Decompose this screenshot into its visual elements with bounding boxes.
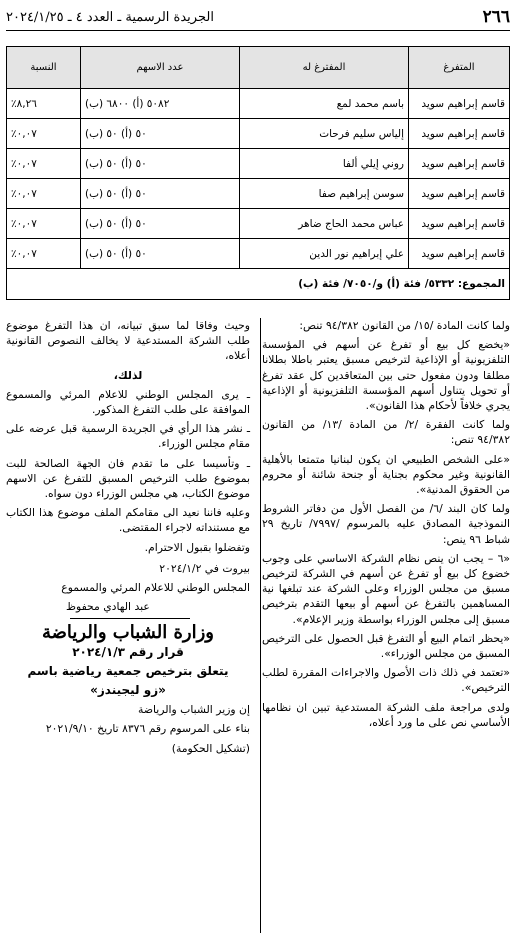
table-row xyxy=(7,209,510,239)
cell-percentage: ٠,٠٧٪ xyxy=(7,149,81,179)
cell-shares: ٥٠ (أ) ٥٠ (ب) xyxy=(81,239,240,269)
column-divider xyxy=(260,318,261,933)
club-name: «زو ليجيندز» xyxy=(90,683,166,698)
decision-subject: يتعلق بترخيص جمعية رياضية باسم xyxy=(27,663,229,678)
list-item: ـ يرى المجلس الوطني للاعلام المرئي والمسموع الموافقة على طلب التفرغ المذكور. xyxy=(6,387,250,417)
cell-transferor: قاسم إبراهيم سويد xyxy=(409,179,510,209)
left-column xyxy=(6,318,250,760)
cell-transferor: قاسم إبراهيم سويد xyxy=(409,119,510,149)
cell-percentage: ٠,٠٧٪ xyxy=(7,179,81,209)
cell-shares: ٥٠ (أ) ٥٠ (ب) xyxy=(81,149,240,179)
cell-shares: ٥٠٨٢ (أ) ٦٨٠٠ (ب) xyxy=(81,89,240,119)
paragraph: ولدى مراجعة ملف الشركة المستدعية تبين ان نظامها الأساسي نص على ما ورد أعلاه، xyxy=(262,700,510,729)
cell-transferor: قاسم إبراهيم سويد xyxy=(409,239,510,269)
therefore-heading: لذلك، xyxy=(113,368,143,382)
col-header-percentage: النسبة xyxy=(7,47,81,89)
table-header-row xyxy=(7,47,510,89)
paragraph: «على الشخص الطبيعي ان يكون لبنانيا متمتعا بالأهلية القانونية وغير محكوم بجناية أو جنحة شائنة أو محروم من الحقوق المدنية». xyxy=(262,452,510,497)
table-total-row xyxy=(7,269,510,300)
table-row xyxy=(7,239,510,269)
cell-shares: ٥٠ (أ) ٥٠ (ب) xyxy=(81,209,240,239)
signature-divider xyxy=(70,618,190,619)
page-number: ٢٦٦ xyxy=(482,7,510,27)
cell-transferor: قاسم إبراهيم سويد xyxy=(409,149,510,179)
cell-percentage: ٠,٠٧٪ xyxy=(7,239,81,269)
regards: وتفضلوا بقبول الاحترام. xyxy=(144,540,250,554)
page-header xyxy=(6,4,510,31)
paragraph: ولما كانت الفقرة /٢/ من المادة /١٣/ من القانون ٩٤/٣٨٢ تنص: xyxy=(262,418,510,447)
list-item: ـ نشر هذا الرأي في الجريدة الرسمية قبل عرضه على مقام مجلس الوزراء. xyxy=(6,422,250,451)
cell-transferee: سوسن إبراهيم صفا xyxy=(240,179,409,209)
paragraph: وحيث وفاقا لما سبق تبيانه، ان هذا التفرغ موضوع طلب الشركة المستدعية لا يخالف النصوص القانونية أعلاه، xyxy=(6,319,250,363)
cell-percentage: ٠,٠٧٪ xyxy=(7,119,81,149)
col-header-shares: عدد الاسهم xyxy=(81,47,240,89)
cell-transferor: قاسم إبراهيم سويد xyxy=(409,209,510,239)
date-line: بيروت في ٢٠٢٤/١/٢ xyxy=(159,561,250,575)
ministry-title: وزارة الشباب والرياضة xyxy=(42,622,214,644)
cell-transferor: قاسم إبراهيم سويد xyxy=(409,89,510,119)
paragraph: «٦ – يجب ان ينص نظام الشركة الاساسي على وجوب خضوع كل بيع أو تفرغ عن أسهم في الشركة لترخيص مسبق من مجلس الوزراء وعلى الشركة عند تبلغها نية المساهمين بالتفرغ عن أسهم أو بيعها التقدم بترخيص مسبق إلى مجلس الوزراء بواسطة وزير الإعلام». xyxy=(262,551,510,626)
col-header-transferor: المتفرغ xyxy=(409,47,510,89)
cell-shares: ٥٠ (أ) ٥٠ (ب) xyxy=(81,179,240,209)
cell-transferee: إلياس سليم فرحات xyxy=(240,119,409,149)
paragraph: «يخضع كل بيع أو تفرغ عن أسهم في المؤسسة التلفزيونية أو الإذاعية لترخيص مسبق يعتبر باطلا بطلانا مطلقا ودون مفعول حتى بين المتعاقدين كل عقد تفرغ أو تحويل يتناول أسهم المؤسسة التلفزيونية أو الإذاعية يجري خلافاً لأحكام هذا القانون». xyxy=(262,338,510,413)
decision-number: قرار رقم ٢٠٢٤/١/٣ xyxy=(72,644,184,659)
table-row xyxy=(7,149,510,179)
decree-line: بناء على المرسوم رقم ٨٣٧٦ تاريخ ٢٠٢١/٩/١٠ xyxy=(45,722,250,736)
cell-shares: ٥٠ (أ) ٥٠ (ب) xyxy=(81,119,240,149)
cell-percentage: ٠,٠٧٪ xyxy=(7,209,81,239)
government-line: (تشكيل الحكومة) xyxy=(171,741,250,755)
cell-transferee: علي إبراهيم نور الدين xyxy=(240,239,409,269)
cell-transferee: عباس محمد الحاج ضاهر xyxy=(240,209,409,239)
table-row xyxy=(7,119,510,149)
journal-title: الجريدة الرسمية ـ العدد ٤ ـ ٢٠٢٤/١/٢٥ xyxy=(6,9,214,25)
paragraph: «تعتمد في ذلك ذات الأصول والاجراءات المقررة لطلب الترخيص». xyxy=(262,666,510,695)
table-row xyxy=(7,179,510,209)
council-name: المجلس الوطني للاعلام المرئي والمسموع xyxy=(61,581,250,595)
paragraph: وعليه فاننا نعيد الى مقامكم الملف موضوع هذا الكتاب مع مستنداته لاجراء المقتضى. xyxy=(6,506,250,535)
paragraph: «يحظر اتمام البيع أو التفرغ قبل الحصول على الترخيص المسبق من مجلس الوزراء». xyxy=(262,631,510,661)
table-row xyxy=(7,89,510,119)
minister-line: إن وزير الشباب والرياضة xyxy=(138,703,250,717)
signer-name: عبد الهادي محفوظ xyxy=(66,600,150,614)
total-cell: المجموع: ٥٣٣٢/ فئة (أ) و/٧٠٥٠/ فئة (ب) xyxy=(7,269,510,300)
right-column xyxy=(262,318,510,734)
cell-transferee: باسم محمد لمع xyxy=(240,89,409,119)
paragraph: ولما كان البند /٦/ من الفصل الأول من دفاتر الشروط النموذجية المصادق عليه بالمرسوم /٧٩٩٧/ تاريخ ٢٩ شباط ٩٦ ينص: xyxy=(262,502,510,546)
paragraph: ولما كانت المادة /١٥/ من القانون ٩٤/٣٨٢ تنص: xyxy=(299,319,510,332)
share-transfer-table xyxy=(6,46,510,300)
col-header-transferee: المفترغ له xyxy=(240,47,409,89)
cell-percentage: ٨,٢٦٪ xyxy=(7,89,81,119)
signature-block xyxy=(6,561,250,620)
list-item: ـ وتأسيسا على ما تقدم فان الجهة الصالحة للبت بموضوع طلب الترخيص المسبق للتفرغ عن الاسهم موضوع الكتاب، هي مجلس الوزراء دون سواه. xyxy=(6,456,250,501)
cell-transferee: روني إيلي ألفا xyxy=(240,149,409,179)
